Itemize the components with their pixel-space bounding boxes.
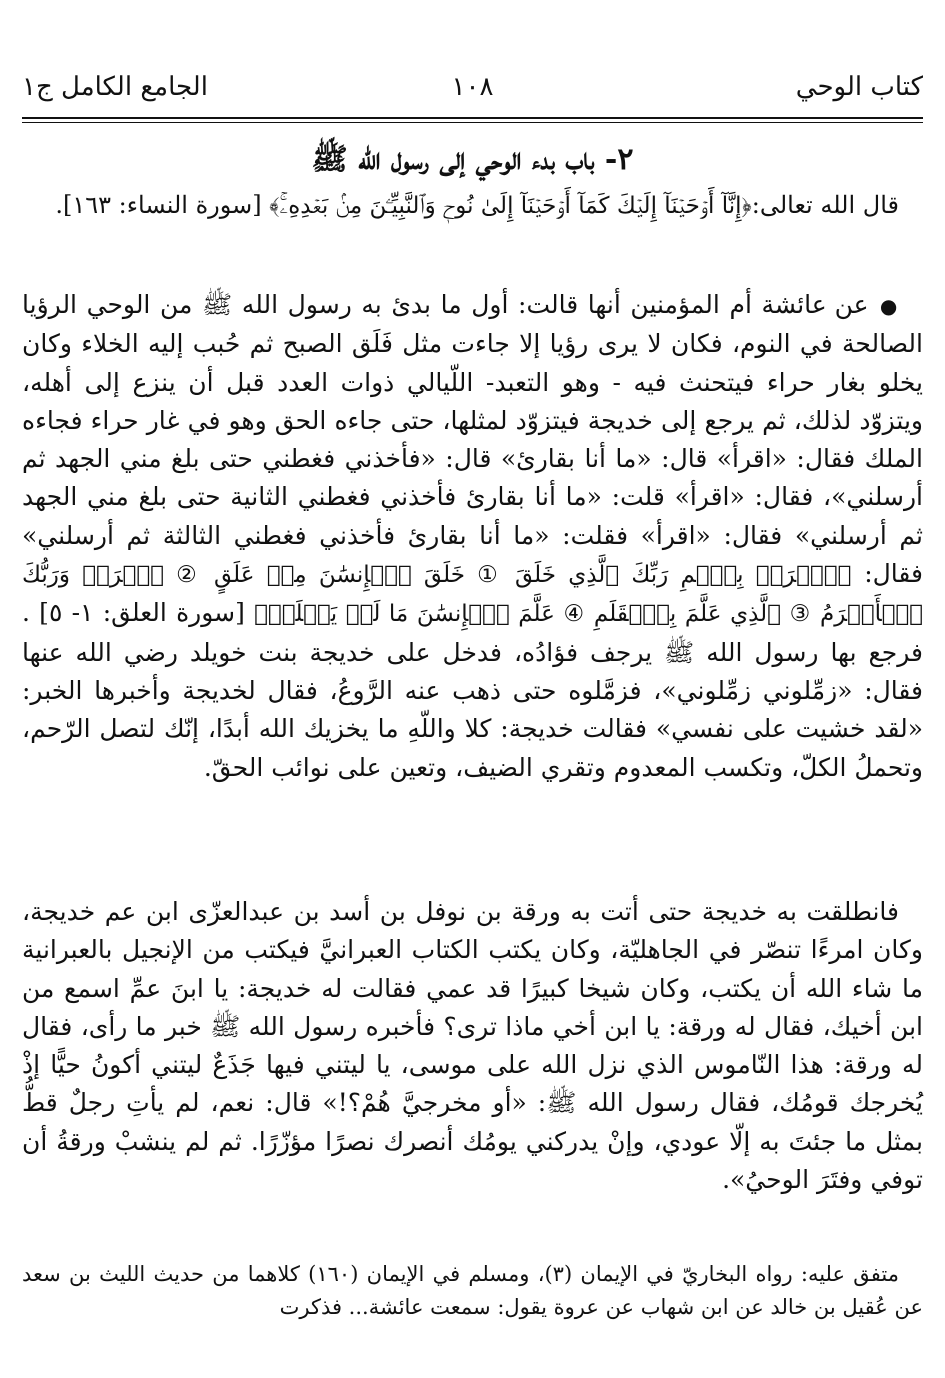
page-number: ١٠٨ [451,72,494,102]
header-rule-thin [22,122,923,123]
verse-reference: [سورة النساء: ١٦٣]. [55,191,262,219]
chapter-title: ٢- باب بدء الوحي إلى رسول الله ﷺ [311,142,634,177]
verse-reference-alaq: [سورة العلق: ١- ٥] [39,598,245,628]
hadith-text-part1: عن عائشة أم المؤمنين أنها قالت: أول ما بدئ به رسول الله ﷺ من الوحي الرؤيا الصالحة في النوم، فكان لا يرى رؤيا إلا جاءت مثل فَلَق الصبح ثم حُبب إليه الخلاء وكان يخلو بغار حراء فيتحنث فيه - وهو التعبد- اللّيالي ذوات العدد قبل أن ينزع إلى أهله، ويتزوّد لذلك، ثم يرجع إلى خديجة فيتزوّد لمثلها، حتى جاءه الحق وهو في غار حراء فجاءه الملك فقال: «اقرأ» قال: «ما أنا بقارئ» قال: «فأخذني فغطني حتى بلغ مني الجهد ثم أرسلني»، فقال: «اقرأ» قلت: «ما أنا بقارئ فأخذني فغطني الثانية حتى بلغ مني الجهد ثم أرسلني» فقال: «اقرأ» فقلت: «ما أنا بقارئ فأخذني فغطني الثالثة ثم أرسلني» فقال: [22,290,923,589]
footnote-text: متفق عليه: رواه البخاريّ في الإيمان (٣)، ومسلم في الإيمان (١٦٠) كلاهما من حديث الليث بن سعد عن عُقيل بن خالد عن ابن شهاب عن عروة يقول: سمعت عائشة... فذكرت [22,1262,923,1319]
paragraph-waraqa [22,893,923,1199]
quran-verse-alaq: ﴿ٱقۡرَأۡ بِٱسۡمِ رَبِّكَ ٱلَّذِي خَلَقَ ① خَلَقَ ٱلۡإِنسَٰنَ مِنۡ عَلَقٍ ② ٱقۡرَأۡ وَرَبُّكَ ٱلۡأَكۡرَمُ ③ ٱلَّذِي عَلَّمَ بِٱلۡقَلَمِ ④ عَلَّمَ ٱلۡإِنسَٰنَ مَا لَمۡ يَعۡلَمۡ﴾ [22,562,923,628]
paragraph-waraqa-text: فانطلقت به خديجة حتى أتت به ورقة بن نوفل بن أسد بن عبدالعزّى ابن عم خديجة، وكان امرءًا تنصّر في الجاهليّة، وكان يكتب الكتاب العبرانيَّ فيكتب من الإنجيل بالعبرانية ما شاء الله أن يكتب، وكان شيخا كبيرًا قد عمي فقالت له خديجة: يا ابنَ عمِّ اسمع من ابن أخيك، فقال له ورقة: يا ابن أخي ماذا ترى؟ فأخبره رسول الله ﷺ خبر ما رأى، فقال له ورقة: هذا النّاموس الذي نزل الله على موسى، يا ليتني فيها جَذَعٌ ليتني أكونُ حيًّا إذْ يُخرجك قومُك، فقال رسول الله ﷺ: «أو مخرجيَّ هُمْ؟!» قال: نعم، لم يأتِ رجلٌ قطُّ بمثل ما جئتَ به إلّا عودي، وإنْ يدركني يومُك أنصرك نصرًا مؤزّرًا. ثم لم ينشبْ ورقةُ أن توفي وفتَرَ الوحيُ». [22,897,923,1195]
volume-label: الجامع الكامل ج١ [22,72,208,102]
hadith-text-part2: . فرجع بها رسول الله ﷺ يرجف فؤادُه، فدخل على خديجة بنت خويلد رضي الله عنها فقال: «زمِّلوني زمِّلوني»، فزمَّلوه حتى ذهب عنه الرَّوعُ، فقال لخديجة وأخبرها الخبر: «لقد خشيت على نفسي» فقالت خديجة: كلا واللّهِ ما يخزيك الله أبدًا، إنّك لتصل الرّحم، وتحملُ الكلّ، وتكسب المعدوم وتقري الضيف، وتعين على نوائب الحقّ. [22,598,923,782]
takhrij-footnote [22,1258,923,1324]
intro-lead: قال الله تعالى: [751,191,899,219]
quran-verse: ﴿إِنَّآ أَوۡحَيۡنَآ إِلَيۡكَ كَمَآ أَوۡحَيۡنَآ إِلَىٰ نُوحٖ وَٱلنَّبِيِّـۧنَ مِنۢ بَعۡدِهِۦۚ﴾ [269,193,752,219]
book-title: كتاب الوحي [795,72,923,102]
header-rule-thick [22,117,923,119]
intro-paragraph [22,186,923,225]
hadith-paragraph [22,286,923,787]
page-header [22,70,923,114]
bullet-icon: ● [878,294,899,318]
